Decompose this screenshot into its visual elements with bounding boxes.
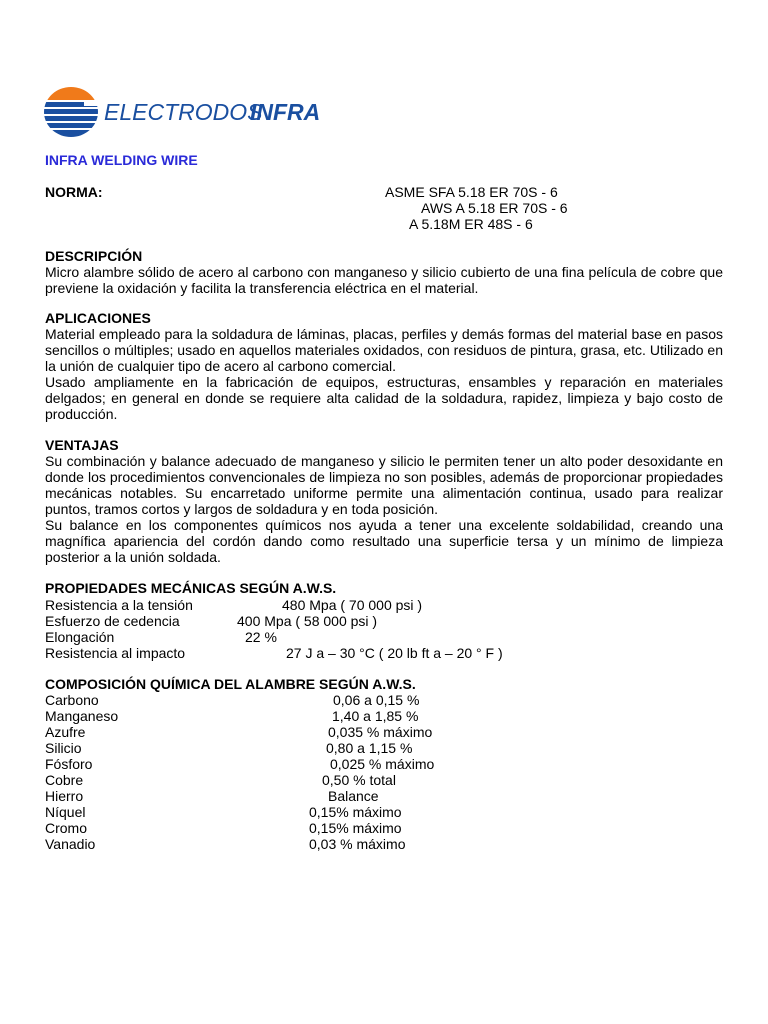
company-logo [44, 86, 344, 138]
element-value: 1,40 a 1,85 % [332, 708, 419, 724]
ventajas-paragraph-1: Su combinación y balance adecuado de manganeso y silicio le permiten tener un alto poder desoxidante en donde los procedimientos convencionales de limpieza no son posibles, además de proporcionar propiedades mecánicas notables. Su encarretado uniforme permite una alimentación continua, usado para realizar puntos, tramos cortos y largos de soldadura y en toda posición. [45, 453, 723, 517]
element-value: Balance [328, 788, 379, 804]
element-name: Azufre [45, 724, 86, 740]
property-name: Resistencia a la tensión [45, 597, 193, 613]
property-name: Resistencia al impacto [45, 645, 186, 661]
element-value: 0,03 % máximo [309, 836, 406, 852]
element-value: 0,06 a 0,15 % [333, 692, 420, 708]
propiedades-heading: PROPIEDADES MECÁNICAS SEGÚN A.W.S. [45, 580, 337, 596]
norma-line-2: AWS A 5.18 ER 70S - 6 [421, 200, 568, 216]
element-name: Fósforo [45, 756, 93, 772]
element-name: Carbono [45, 692, 99, 708]
electrodos-infra-logo-icon [44, 86, 344, 138]
aplicaciones-heading: APLICACIONES [45, 310, 151, 326]
logo-word-electrodos: ELECTRODOS [104, 99, 263, 125]
element-value: 0,80 a 1,15 % [326, 740, 413, 756]
ventajas-paragraph-2: Su balance en los componentes químicos nos ayuda a tener una excelente soldabilidad, creando una magnífica apariencia del cordón dando como resultado una superficie tersa y un mínimo de limpieza posterior a la unión soldada. [45, 517, 723, 565]
element-name: Níquel [45, 804, 86, 820]
descripcion-heading: DESCRIPCIÓN [45, 248, 143, 264]
property-name: Esfuerzo de cedencia [45, 613, 180, 629]
element-name: Vanadio [45, 836, 96, 852]
property-value: 22 % [245, 629, 277, 645]
element-value: 0,15% máximo [309, 820, 402, 836]
element-value: 0,50 % total [322, 772, 396, 788]
norma-line-3: A 5.18M ER 48S - 6 [409, 216, 533, 232]
descripcion-text [45, 264, 723, 296]
element-value: 0,035 % máximo [328, 724, 433, 740]
element-value: 0,025 % máximo [330, 756, 435, 772]
element-value: 0,15% máximo [309, 804, 402, 820]
norma-line-1: ASME SFA 5.18 ER 70S - 6 [385, 184, 558, 200]
aplicaciones-paragraph-2: Usado ampliamente en la fabricación de equipos, estructuras, ensambles y reparación en materiales delgados; en general en donde se requiere alta calidad de la soldadura, rapidez, limpieza y bajo costo de producción. [45, 374, 723, 422]
product-title: INFRA WELDING WIRE [45, 152, 198, 168]
aplicaciones-paragraph-1: Material empleado para la soldadura de láminas, placas, perfiles y demás formas del material base en pasos sencillos o múltiples; usado en aquellos materiales oxidados, con residuos de pintura, grasa, etc. Utilizado en la unión de cualquier tipo de acero al carbono comercial. [45, 326, 723, 374]
element-name: Cobre [45, 772, 84, 788]
element-name: Silicio [45, 740, 82, 756]
property-value: 400 Mpa ( 58 000 psi ) [237, 613, 378, 629]
ventajas-heading: VENTAJAS [45, 437, 119, 453]
element-name: Hierro [45, 788, 84, 804]
norma-label: NORMA: [45, 184, 103, 200]
logo-word-infra: INFRA [250, 99, 321, 125]
composicion-heading: COMPOSICIÓN QUÍMICA DEL ALAMBRE SEGÚN A.W.S. [45, 676, 416, 692]
aplicaciones-text [45, 326, 723, 422]
element-name: Cromo [45, 820, 88, 836]
ventajas-text [45, 453, 723, 565]
property-value: 480 Mpa ( 70 000 psi ) [282, 597, 423, 613]
descripcion-paragraph: Micro alambre sólido de acero al carbono con manganeso y silicio cubierto de una fina película de cobre que previene la oxidación y facilita la transferencia eléctrica en el material. [45, 264, 723, 296]
property-name: Elongación [45, 629, 115, 645]
property-value: 27 J a – 30 °C ( 20 lb ft a – 20 ° F ) [286, 645, 503, 661]
element-name: Manganeso [45, 708, 119, 724]
